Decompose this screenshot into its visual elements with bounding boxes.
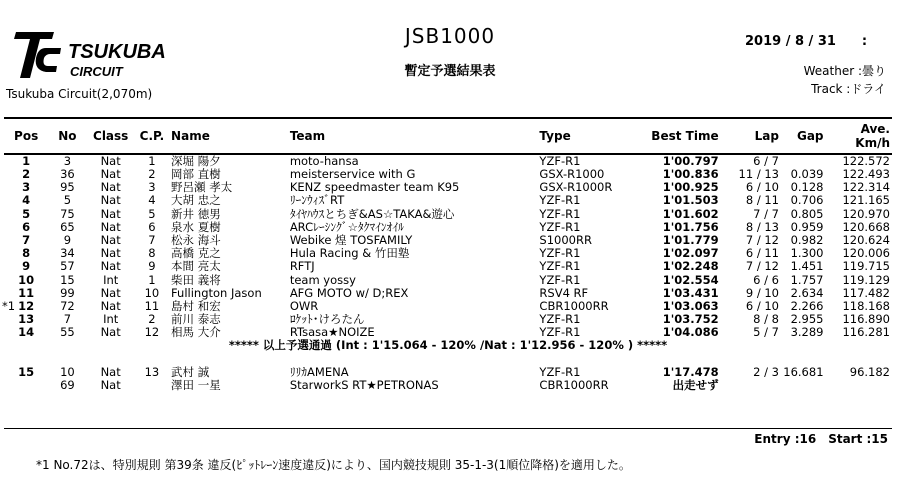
cell-type: YZF-R1 [539, 364, 581, 379]
cell-no: 3 [63, 154, 72, 168]
cell-no: 69 [60, 378, 75, 392]
pos-value: 7 [22, 232, 31, 247]
pos-value: 9 [22, 259, 31, 274]
cell-gap: 2.266 [790, 298, 824, 313]
cell-gap: 0.039 [790, 167, 824, 181]
spacer-cell [4, 353, 892, 366]
cell-class: Nat [100, 180, 121, 195]
cell-avg-speed: 120.006 [842, 246, 890, 261]
cell-class: Nat [100, 325, 121, 340]
cell-team: meisterservice with G [289, 167, 416, 181]
cell-best-time: 1'00.836 [662, 167, 719, 181]
col-best-time: Best Time [646, 118, 720, 154]
table-row [4, 154, 892, 168]
cell-best-time: 1'01.756 [662, 219, 719, 234]
cell-lap [721, 379, 781, 392]
weather-label: Weather :曇り [803, 64, 886, 78]
cell-class: Nat [100, 193, 121, 208]
cell-best-time: 1'02.097 [662, 246, 719, 261]
cell-best-time: 出走せず [672, 378, 719, 392]
cell-avg-speed: 119.129 [842, 272, 890, 287]
cell-avg-speed: 121.165 [842, 193, 890, 208]
cell-no: 36 [60, 167, 75, 181]
cell-type: YZF-R1 [539, 325, 581, 340]
cell-lap: 7 / 12 [745, 232, 779, 247]
table-row [4, 208, 892, 221]
pos-value: 12 [18, 298, 35, 313]
results-table [4, 117, 892, 392]
cell-cp: 8 [148, 246, 156, 261]
cell-no: 10 [60, 364, 75, 379]
table-header-row [4, 118, 892, 154]
cell-best-time: 1'01.779 [662, 232, 719, 247]
col-cp: C.P. [135, 118, 169, 154]
cell-lap: 8 / 13 [745, 219, 779, 234]
results-body [4, 154, 892, 392]
cell-lap: 6 / 11 [745, 246, 779, 261]
cell-lap: 11 / 13 [738, 167, 779, 181]
pos-value: 6 [22, 219, 31, 234]
pos-value: 15 [18, 364, 35, 379]
cell-avg-speed: 119.715 [842, 259, 890, 274]
cell-type: CBR1000RR [539, 378, 609, 392]
cell-pos [4, 154, 48, 168]
cell-team: ARCﾚｰｼﾝｸﾞ☆ﾀｸﾏｲﾝｵｲﾙ [289, 219, 404, 234]
cell-avg-speed: 120.970 [842, 206, 890, 221]
footnote: *1 No.72は、特別規則 第39条 違反(ﾋﾟｯﾄﾚｰﾝ速度違反)により、国内競技規則 35-1-3(1順位降格)を適用した。 [36, 458, 631, 472]
cell-gap: 2.955 [790, 312, 824, 327]
cell-type: S1000RR [539, 232, 592, 247]
cell-cp: 13 [144, 364, 160, 379]
cell-class: Nat [100, 298, 121, 313]
cell-gap [781, 379, 826, 392]
cell-avg-speed: 122.493 [842, 167, 890, 181]
cell-name: 武村 誠 [171, 364, 210, 379]
cell-cp [135, 379, 169, 392]
col-gap: Gap [781, 118, 826, 154]
cell-best-time: 1'17.478 [662, 364, 719, 379]
cell-no: 7 [63, 312, 72, 327]
cell-no: 34 [60, 246, 75, 261]
cell-team: moto-hansa [289, 154, 359, 168]
cell-lap: 8 / 8 [753, 312, 779, 327]
cell-team: StarworkS RT★PETRONAS [289, 378, 439, 392]
cell-lap: 6 / 6 [753, 272, 779, 287]
cell-type: YZF-R1 [539, 154, 581, 168]
cell-type: YZF-R1 [539, 246, 581, 261]
cell-lap: 8 / 11 [745, 193, 779, 208]
cell-cp: 3 [148, 180, 156, 195]
cell-best-time: 1'01.503 [662, 193, 719, 208]
spacer-row [4, 353, 892, 366]
cell-gap [781, 154, 826, 168]
cell-avg-speed: 118.168 [842, 298, 890, 313]
cell-no: 9 [63, 232, 72, 247]
cell-type: RSV4 RF [539, 285, 589, 300]
cell-class: Nat [100, 378, 121, 392]
cell-class: Nat [100, 219, 121, 234]
cell-team: ﾛｹｯﾄ･けろたん [289, 312, 365, 327]
cell-no: 15 [60, 272, 75, 287]
table-row [4, 366, 892, 379]
cell-name: 島村 和宏 [171, 298, 221, 313]
cell-avg-speed: 116.890 [842, 312, 890, 327]
pos-value: 4 [22, 193, 31, 208]
cell-no: 55 [60, 325, 75, 340]
cell-gap: 0.706 [790, 193, 824, 208]
cell-class: Nat [100, 246, 121, 261]
cell-type: YZF-R1 [539, 206, 581, 221]
cell-team: OWR [289, 298, 319, 313]
cell-best-time: 1'00.797 [662, 154, 719, 168]
cell-no: 95 [60, 180, 75, 195]
table-row [4, 287, 892, 300]
cell-team: ﾘﾘｶAMENA [289, 364, 349, 379]
cell-lap: 2 / 3 [753, 364, 779, 379]
cell-type: YZF-R1 [539, 312, 581, 327]
cell-team: RTsasa★NOIZE [289, 325, 375, 340]
col-team: Team [288, 118, 538, 154]
cell-gap: 0.982 [790, 232, 824, 247]
cell-cp: 9 [148, 259, 156, 274]
page-subtitle: 暫定予選結果表 [404, 64, 496, 79]
cell-gap: 0.805 [790, 206, 824, 221]
cell-name: 柴田 義将 [171, 272, 221, 287]
cell-cp: 11 [144, 298, 160, 313]
cell-lap: 6 / 7 [753, 154, 779, 168]
cell-name: 高橋 克之 [171, 246, 221, 261]
cell-class: Nat [100, 285, 121, 300]
cell-name: 深堀 陽夕 [171, 154, 221, 168]
cell-lap: 9 / 10 [745, 285, 779, 300]
cell-lap: 6 / 10 [745, 298, 779, 313]
logo-text-tsukuba: TSUKUBA [68, 41, 166, 63]
cell-pos [4, 326, 48, 339]
cell-team: Hula Racing & 竹田塾 [289, 246, 410, 261]
session-date: 2019 / 8 / 31 : [745, 34, 868, 49]
cell-best-time: 1'01.602 [662, 206, 719, 221]
cell-best-time: 1'03.063 [662, 298, 719, 313]
cell-no: 99 [60, 285, 75, 300]
cell-best-time: 1'03.431 [662, 285, 719, 300]
penalty-note-mark: *1 [2, 298, 16, 313]
cell-pos [4, 366, 48, 379]
page-title: JSB1000 [404, 24, 496, 48]
qualifying-cutoff-text: ***** 以上予選通過 (Int : 1'15.064 - 120% /Nat : 1'12.956 - 120% ) ***** [228, 338, 668, 353]
cell-class: Nat [100, 259, 121, 274]
cell-name: 澤田 一星 [171, 378, 221, 392]
venue-label: Tsukuba Circuit(2,070m) [6, 87, 153, 101]
cell-lap: 7 / 12 [745, 259, 779, 274]
cell-type: YZF-R1 [539, 193, 581, 208]
pos-value: 8 [22, 246, 31, 261]
col-avg-speed [826, 118, 892, 154]
cell-gap: 16.681 [783, 364, 824, 379]
cell-name: 本間 亮太 [171, 259, 221, 274]
cell-cp: 5 [148, 206, 156, 221]
cell-lap: 5 / 7 [753, 325, 779, 340]
cell-team: RFTJ [289, 259, 315, 274]
pos-value: 10 [18, 272, 35, 287]
cell-type: GSX-R1000R [539, 180, 613, 195]
cell-avg-speed [826, 379, 892, 392]
cell-cp: 6 [148, 219, 156, 234]
cell-best-time: 1'02.554 [662, 272, 719, 287]
cell-name: 相馬 大介 [171, 325, 221, 340]
cell-name: 前川 泰志 [171, 312, 221, 327]
col-avg-speed-line2: Km/h [855, 136, 890, 150]
cell-cp: 1 [148, 272, 156, 287]
cell-lap: 6 / 10 [745, 180, 779, 195]
cell-no: 72 [60, 298, 75, 313]
cell-team: AFG MOTO w/ D;REX [289, 285, 409, 300]
cell-best-time: 1'02.248 [662, 259, 719, 274]
col-avg-speed-line1: Ave. [860, 122, 890, 136]
logo-text-circuit: CIRCUIT [70, 64, 123, 79]
cell-name: 新井 徳男 [171, 206, 221, 221]
col-no: No [48, 118, 86, 154]
cell-class: Nat [100, 232, 121, 247]
pos-value: 1 [22, 154, 31, 168]
cell-no: 5 [63, 193, 72, 208]
cell-class: Nat [100, 364, 121, 379]
cell-class: Int [103, 272, 119, 287]
cell-cp: 1 [148, 154, 156, 168]
cell-cp: 2 [148, 167, 156, 181]
cell-type: CBR1000RR [539, 298, 609, 313]
track-condition: Track :ドライ [811, 82, 886, 96]
cell-gap: 0.128 [790, 180, 824, 195]
cell-cp: 7 [148, 232, 156, 247]
cell-no: 75 [60, 206, 75, 221]
qualifying-cutoff-row [4, 339, 892, 352]
entry-start-count: Entry :16 Start :15 [754, 432, 888, 446]
cell-avg-speed: 122.314 [842, 180, 890, 195]
cell-avg-speed: 116.281 [842, 325, 890, 340]
table-row [4, 260, 892, 273]
table-row [4, 221, 892, 234]
cell-class: Nat [100, 206, 121, 221]
cell-type: YZF-R1 [539, 259, 581, 274]
cell-cp: 4 [148, 193, 156, 208]
cell-best-time: 1'04.086 [662, 325, 719, 340]
table-row [4, 194, 892, 207]
cell-gap: 1.300 [790, 246, 824, 261]
pos-value: 11 [18, 285, 35, 300]
cell-team: KENZ speedmaster team K95 [289, 180, 460, 195]
cell-name: 大胡 忠之 [171, 193, 221, 208]
cell-gap: 1.757 [790, 272, 824, 287]
pos-value: 2 [22, 167, 31, 181]
col-name: Name [169, 118, 288, 154]
cell-class: Nat [100, 154, 121, 168]
pos-value: 13 [18, 312, 35, 327]
cell-name: 泉水 夏樹 [171, 219, 221, 234]
col-lap: Lap [721, 118, 781, 154]
cell-avg-speed: 96.182 [849, 364, 890, 379]
pos-value: 3 [22, 180, 31, 195]
cell-best-time: 1'00.925 [662, 180, 719, 195]
cell-gap: 1.451 [790, 259, 824, 274]
table-row [4, 274, 892, 287]
cell-name: Fullington Jason [171, 285, 262, 300]
cell-gap: 3.289 [790, 325, 824, 340]
cell-type: GSX-R1000 [539, 167, 605, 181]
cell-team: team yossy [289, 272, 356, 287]
col-type: Type [537, 118, 646, 154]
col-pos: Pos [4, 118, 48, 154]
cell-name: 野呂瀬 孝太 [171, 180, 233, 195]
cell-cp: 10 [144, 285, 160, 300]
table-row [4, 379, 892, 392]
cell-avg-speed: 120.624 [842, 232, 890, 247]
cell-avg-speed: 122.572 [842, 154, 890, 168]
cell-team: Webike 煌 TOSFAMILY [289, 232, 413, 247]
cell-class: Int [103, 312, 119, 327]
cell-lap: 7 / 7 [753, 206, 779, 221]
cell-type: YZF-R1 [539, 219, 581, 234]
cell-cp: 12 [144, 325, 160, 340]
cell-cp: 2 [148, 312, 156, 327]
cell-avg-speed: 117.482 [842, 285, 890, 300]
pos-value: 14 [18, 325, 35, 340]
cell-avg-speed: 120.668 [842, 219, 890, 234]
entry-divider [4, 428, 892, 429]
cell-gap: 2.634 [790, 285, 824, 300]
cell-class: Nat [100, 167, 121, 181]
cell-no: 57 [60, 259, 75, 274]
cell-pos [4, 379, 48, 392]
pos-value: 5 [22, 206, 31, 221]
cell-team: ﾘｰﾝｳｨｽﾞRT [289, 193, 345, 208]
cell-type: YZF-R1 [539, 272, 581, 287]
col-class: Class [87, 118, 135, 154]
cell-no: 65 [60, 219, 75, 234]
cell-name: 松永 海斗 [171, 232, 221, 247]
cell-gap: 0.959 [790, 219, 824, 234]
cell-best-time: 1'03.752 [662, 312, 719, 327]
cell-team: ﾀｲﾔﾊｳｽとちぎ&AS☆TAKA&遊心 [289, 206, 455, 221]
cell-name: 岡部 直樹 [171, 167, 221, 181]
